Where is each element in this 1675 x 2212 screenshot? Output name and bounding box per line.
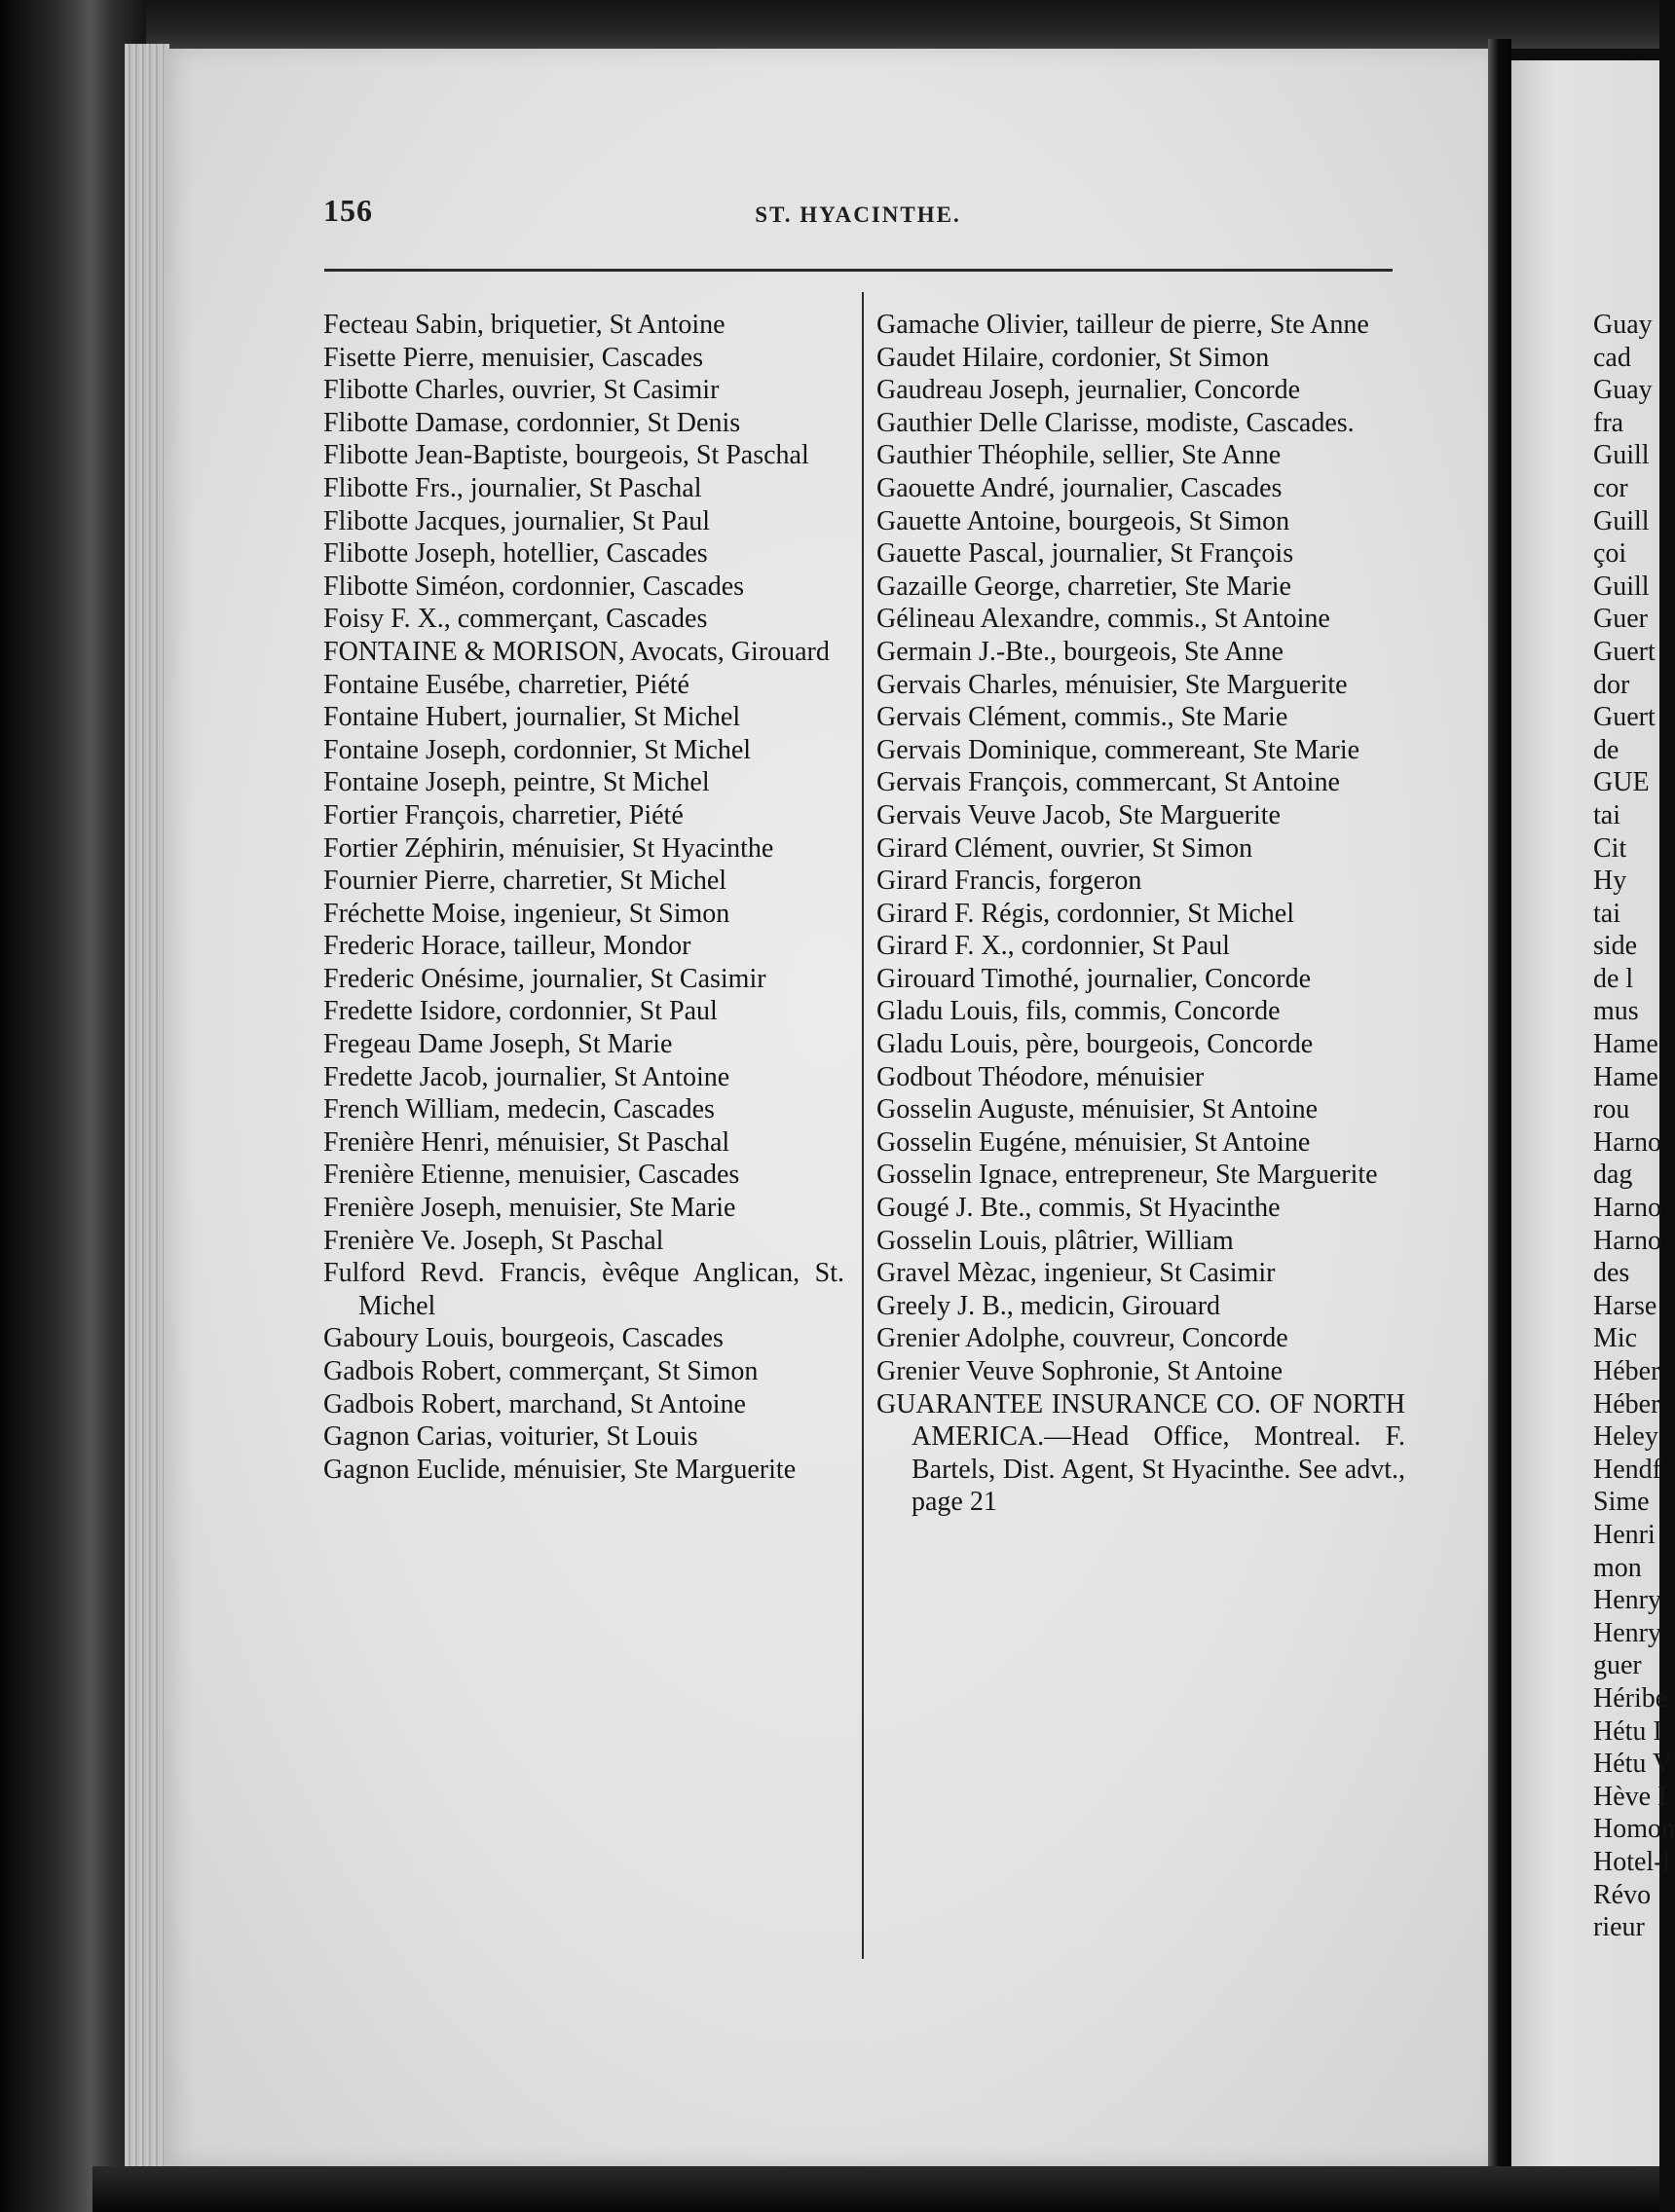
- directory-entry: Flibotte Frs., journalier, St Paschal: [323, 472, 702, 503]
- directory-column-left: [323, 309, 844, 1486]
- directory-entry-fragment: Henry: [1593, 1585, 1661, 1616]
- directory-entry: Gladu Louis, père, bourgeois, Concorde: [876, 1029, 1314, 1060]
- directory-entry: Frenière Henri, ménuisier, St Paschal: [323, 1126, 730, 1158]
- directory-entry-fragment: Heley: [1593, 1421, 1658, 1453]
- directory-entry: Gamache Olivier, tailleur de pierre, Ste Anne: [876, 310, 1369, 340]
- directory-entry: Fregeau Dame Joseph, St Marie: [323, 1029, 673, 1060]
- directory-entry: Flibotte Charles, ouvrier, St Casimir: [323, 375, 720, 406]
- directory-entry-fragment: Héber: [1593, 1388, 1660, 1419]
- directory-entry-fragment: Révo: [1593, 1879, 1652, 1910]
- directory-entry-fragment: Mic: [1593, 1323, 1638, 1354]
- directory-entry: Gagnon Carias, voiturier, St Louis: [323, 1421, 698, 1453]
- directory-entry: Fournier Pierre, charretier, St Michel: [323, 866, 727, 897]
- directory-entry: Frenière Joseph, menuisier, Ste Marie: [323, 1193, 736, 1224]
- directory-entry: Gosselin Eugéne, ménuisier, St Antoine: [876, 1126, 1311, 1158]
- column-rule: [862, 292, 864, 1959]
- page-number: 156: [323, 193, 373, 228]
- directory-entry: Gauthier Delle Clarisse, modiste, Cascades.: [876, 407, 1355, 438]
- directory-entry: Flibotte Damase, cordonnier, St Denis: [323, 407, 741, 438]
- directory-entry-fragment: Homon: [1593, 1814, 1675, 1845]
- directory-entry: Gaudreau Joseph, jeurnalier, Concorde: [876, 375, 1301, 406]
- directory-entry: Fredette Isidore, cordonnier, St Paul: [323, 996, 718, 1027]
- directory-entry-fragment: Sime: [1593, 1487, 1650, 1518]
- top-edge-shadow: [93, 0, 1659, 49]
- directory-entry-fragment: Guert: [1593, 636, 1656, 667]
- directory-entry: Gougé J. Bte., commis, St Hyacinthe: [876, 1193, 1281, 1224]
- directory-entry: GUARANTEE INSURANCE CO. OF NORTH AMERICA.—Head Office, Montreal. F. Bartels, Dist. Agent, St Hyacinthe. See advt., page 21: [876, 1388, 1405, 1518]
- directory-entry: Girouard Timothé, journalier, Concorde: [876, 963, 1312, 994]
- directory-entry-fragment: guer: [1593, 1650, 1642, 1681]
- directory-entry: Frederic Onésime, journalier, St Casimir: [323, 963, 766, 994]
- directory-entry-fragment: des: [1593, 1258, 1630, 1289]
- directory-entry: Germain J.-Bte., bourgeois, Ste Anne: [876, 636, 1284, 667]
- directory-entry: Flibotte Siméon, cordonnier, Cascades: [323, 571, 745, 602]
- directory-entry: Flibotte Jean-Baptiste, bourgeois, St Paschal: [323, 440, 809, 471]
- directory-entry: Gervais François, commercant, St Antoine: [876, 767, 1340, 798]
- directory-entry: Fulford Revd. Francis, èvêque Anglican, St. Michel: [323, 1258, 844, 1321]
- directory-entry: Fontaine Eusébe, charretier, Piété: [323, 669, 689, 700]
- directory-entry: Fontaine Hubert, journalier, St Michel: [323, 702, 741, 733]
- directory-entry: Gervais Dominique, commereant, Ste Marie: [876, 734, 1360, 765]
- directory-entry: Gervais Veuve Jacob, Ste Marguerite: [876, 799, 1281, 830]
- directory-entry: Gauette Pascal, journalier, St François: [876, 538, 1294, 570]
- directory-entry: Grenier Veuve Sophronie, St Antoine: [876, 1356, 1284, 1386]
- directory-entry-fragment: mon: [1593, 1552, 1642, 1583]
- directory-entry-fragment: Hève I: [1593, 1781, 1667, 1812]
- directory-entry-fragment: Harno: [1593, 1225, 1661, 1256]
- directory-column-middle: [876, 309, 1405, 1519]
- directory-entry-fragment: Hame: [1593, 1029, 1658, 1060]
- directory-entry-fragment: de l: [1593, 963, 1634, 994]
- book-gutter: [1488, 39, 1511, 2212]
- directory-entry: FONTAINE & MORISON, Avocats, Girouard: [323, 636, 830, 667]
- directory-entry: Girard F. X., cordonnier, St Paul: [876, 931, 1230, 962]
- directory-entry-fragment: Henry: [1593, 1617, 1661, 1648]
- directory-entry-fragment: Guert: [1593, 702, 1656, 733]
- directory-entry: Gazaille George, charretier, Ste Marie: [876, 571, 1291, 602]
- directory-entry: Gravel Mèzac, ingenieur, St Casimir: [876, 1258, 1276, 1289]
- directory-entry-fragment: tai: [1593, 799, 1620, 830]
- directory-entry: Fortier Zéphirin, ménuisier, St Hyacinthe: [323, 832, 774, 864]
- directory-entry: Gaudet Hilaire, cordonier, St Simon: [876, 342, 1270, 373]
- directory-entry-fragment: Héber: [1593, 1356, 1660, 1386]
- directory-entry: Gagnon Euclide, ménuisier, Ste Marguerite: [323, 1454, 797, 1485]
- directory-entry-fragment: Guer: [1593, 604, 1648, 635]
- directory-entry-fragment: de: [1593, 734, 1619, 765]
- directory-entry: Flibotte Jacques, journalier, St Paul: [323, 505, 711, 536]
- directory-entry: Fontaine Joseph, cordonnier, St Michel: [323, 734, 752, 765]
- directory-entry: Fortier François, charretier, Piété: [323, 799, 684, 830]
- directory-entry: Girard Clément, ouvrier, St Simon: [876, 832, 1253, 864]
- page-header: [323, 193, 1393, 241]
- directory-entry-fragment: Cit: [1593, 832, 1627, 864]
- directory-entry-fragment: GUE: [1593, 767, 1650, 798]
- directory-entry: Girard F. Régis, cordonnier, St Michel: [876, 898, 1295, 929]
- directory-entry-fragment: Hame: [1593, 1061, 1658, 1092]
- directory-entry: Gélineau Alexandre, commis., St Antoine: [876, 604, 1330, 635]
- directory-entry-fragment: cad: [1593, 342, 1631, 373]
- directory-entry-fragment: Guill: [1593, 440, 1650, 471]
- directory-entry-fragment: tai: [1593, 898, 1620, 929]
- directory-entry: French William, medecin, Cascades: [323, 1094, 715, 1125]
- directory-entry: Gosselin Ignace, entrepreneur, Ste Marguerite: [876, 1160, 1378, 1191]
- directory-entry-fragment: Harse: [1593, 1290, 1657, 1321]
- directory-entry-fragment: side: [1593, 931, 1638, 962]
- directory-entry-fragment: Hétu I: [1593, 1715, 1662, 1747]
- directory-entry-fragment: dor: [1593, 669, 1630, 700]
- directory-entry: Frenière Etienne, menuisier, Cascades: [323, 1160, 740, 1191]
- directory-entry-fragment: Guay: [1593, 310, 1653, 340]
- directory-entry-fragment: dag: [1593, 1160, 1633, 1191]
- directory-entry-fragment: Guill: [1593, 571, 1650, 602]
- directory-entry-fragment: Héribe: [1593, 1682, 1668, 1714]
- directory-entry: Frederic Horace, tailleur, Mondor: [323, 931, 691, 962]
- directory-entry-fragment: Guill: [1593, 505, 1650, 536]
- directory-entry: Gauette Antoine, bourgeois, St Simon: [876, 505, 1290, 536]
- directory-entry: Gaboury Louis, bourgeois, Cascades: [323, 1323, 724, 1354]
- directory-entry-fragment: Harno: [1593, 1126, 1661, 1158]
- directory-entry: Godbout Théodore, ménuisier: [876, 1061, 1205, 1092]
- directory-entry: Grenier Adolphe, couvreur, Concorde: [876, 1323, 1288, 1354]
- directory-entry: Gervais Clément, commis., Ste Marie: [876, 702, 1288, 733]
- directory-entry-fragment: Henri: [1593, 1519, 1656, 1550]
- directory-entry-fragment: Hotel-l: [1593, 1846, 1671, 1877]
- directory-entry: Gaouette André, journalier, Cascades: [876, 472, 1283, 503]
- directory-entry: Gosselin Louis, plâtrier, William: [876, 1225, 1234, 1256]
- directory-entry-fragment: cor: [1593, 472, 1628, 503]
- directory-entry-fragment: mus: [1593, 996, 1639, 1027]
- directory-entry: Gervais Charles, ménuisier, Ste Marguerite: [876, 669, 1348, 700]
- directory-column-right-cut: [1593, 309, 1675, 1944]
- directory-entry: Frenière Ve. Joseph, St Paschal: [323, 1225, 664, 1256]
- header-rule: [324, 269, 1393, 272]
- directory-entry-fragment: çoi: [1593, 538, 1627, 570]
- bottom-edge-shadow: [93, 2166, 1659, 2212]
- directory-entry: Fréchette Moise, ingenieur, St Simon: [323, 898, 730, 929]
- directory-entry-fragment: fra: [1593, 407, 1624, 438]
- directory-entry-fragment: Hétu V: [1593, 1749, 1673, 1780]
- directory-entry: Gauthier Théophile, sellier, Ste Anne: [876, 440, 1282, 471]
- directory-entry-fragment: Hy: [1593, 866, 1627, 897]
- directory-entry-fragment: rieur: [1593, 1912, 1645, 1943]
- directory-entry: Flibotte Joseph, hotellier, Cascades: [323, 538, 708, 570]
- directory-entry: Gadbois Robert, commerçant, St Simon: [323, 1356, 759, 1386]
- directory-entry: Girard Francis, forgeron: [876, 866, 1142, 897]
- directory-entry: Greely J. B., medicin, Girouard: [876, 1290, 1221, 1321]
- directory-entry: Fontaine Joseph, peintre, St Michel: [323, 767, 710, 798]
- directory-entry-fragment: Harno: [1593, 1193, 1661, 1224]
- directory-entry: Foisy F. X., commerçant, Cascades: [323, 604, 708, 635]
- directory-entry-fragment: rou: [1593, 1094, 1630, 1125]
- running-title: ST. HYACINTHE.: [755, 203, 961, 227]
- directory-entry: Gadbois Robert, marchand, St Antoine: [323, 1388, 746, 1419]
- directory-entry: Fisette Pierre, menuisier, Cascades: [323, 342, 703, 373]
- directory-entry-fragment: Hendf: [1593, 1454, 1661, 1485]
- directory-entry: Fecteau Sabin, briquetier, St Antoine: [323, 310, 726, 340]
- directory-entry-fragment: Guay: [1593, 375, 1653, 406]
- directory-entry: Gosselin Auguste, ménuisier, St Antoine: [876, 1094, 1319, 1125]
- directory-entry: Fredette Jacob, journalier, St Antoine: [323, 1061, 730, 1092]
- directory-entry: Gladu Louis, fils, commis, Concorde: [876, 996, 1281, 1027]
